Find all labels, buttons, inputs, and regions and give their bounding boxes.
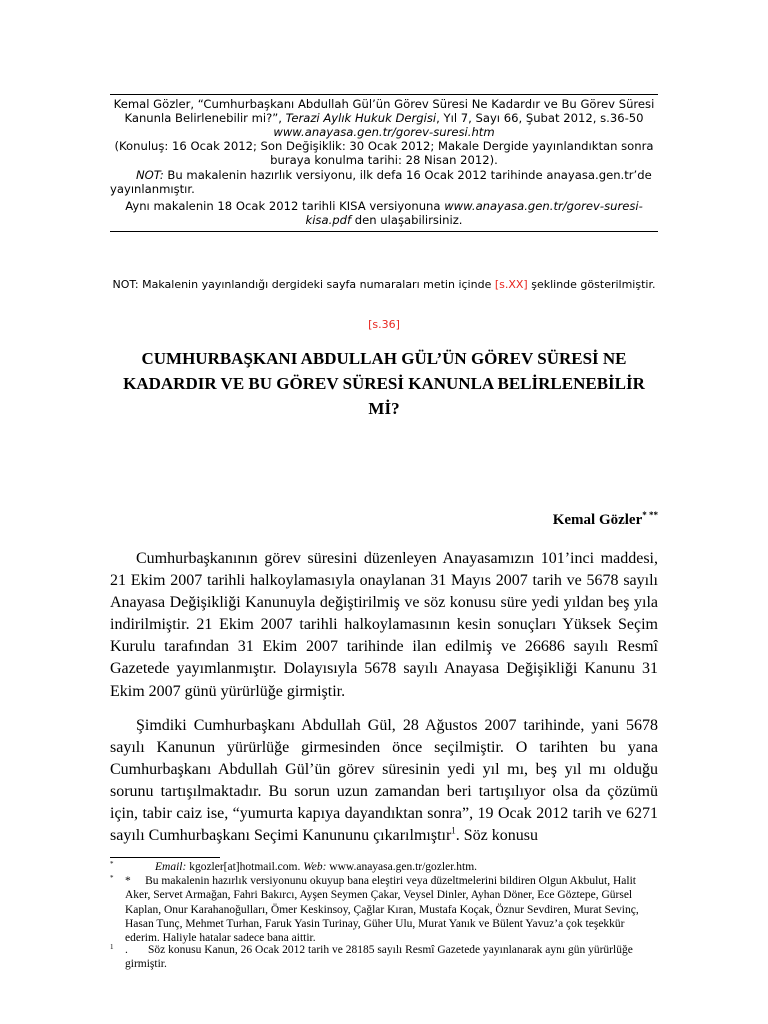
- draft-note-label: NOT:: [136, 168, 164, 182]
- short-version-link[interactable]: www.anayasa.gen.tr/gorev-suresi-kisa.pdf: [305, 199, 643, 227]
- citation-dates: (Konuluş: 16 Ocak 2012; Son Değişiklik: 30 Ocak 2012; Makale Dergide yayınlandıktan sonra buraya konulma tarihi: 28 Nisan 2012).: [114, 139, 654, 167]
- author-email[interactable]: kgozler[at]hotmail.com.: [189, 861, 301, 873]
- page-marker: [s.36]: [368, 318, 400, 331]
- article-url-link[interactable]: www.anayasa.gen.tr/gorev-suresi.htm: [273, 125, 495, 139]
- pagination-note-text: NOT: Makalenin yayınlandığı dergideki sayfa numaraları metin içinde: [112, 278, 492, 291]
- body-paragraph-2: [110, 715, 658, 853]
- footnote-text: [110, 874, 658, 945]
- author-footnote-marks: * **: [642, 510, 658, 520]
- citation-header: [110, 94, 658, 232]
- short-version-text: Aynı makalenin 18 Ocak 2012 tarihli KISA versiyonuna: [125, 199, 441, 213]
- citation-text: Kemal Gözler, “Cumhurbaşkanı Abdullah Gül’ün Görev Süresi Ne Kadardır ve Bu Görev Süresi Kanunla Belirlenebilir mi?”,: [113, 97, 655, 125]
- pagination-marker-example: [s.XX]: [494, 278, 528, 291]
- short-version-suffix: den ulaşabilirsiniz.: [354, 213, 463, 227]
- author-website-link[interactable]: www.anayasa.gen.tr/gozler.htm.: [329, 861, 478, 873]
- draft-note-text: Bu makalenin hazırlık versiyonu, ilk defa 16 Ocak 2012 tarihinde anayasa.gen.tr’de yayınlanmıştır.: [110, 168, 652, 196]
- footnote-body: Bu makalenin hazırlık versiyonunu okuyup bana eleştiri veya düzeltmelerini bildiren Olgun Akbulut, Halit Aker, Servet Armağan, Fahri Bakırcı, Ayşen Seymen Çakar, Veysel Dinler, Ayhan Döner, Ece Göztepe, Gürsel Kaplan, Onur Karahanoğulları, Ömer Keskinsoy, Çağlar Kıran, Mustafa Koçak, Öznur Sevdiren, Murat Sevinç, Hasan Tunç, Mehmet Turhan, Faruk Yasin Turinay, Güher Ulu, Murat Yanık ve Bülent Yavuz’a çok teşekkür ederim. Haliyle hatalar sadece bana aittir.: [125, 875, 639, 945]
- pagination-note: [110, 278, 658, 291]
- article-title: CUMHURBAŞKANI ABDULLAH GÜL’ÜN GÖREV SÜRESİ NE KADARDIR VE BU GÖREV SÜRESİ KANUNLA BELİRLENEBİLİR Mİ?: [123, 349, 645, 418]
- footnote-separator: [110, 857, 220, 858]
- footnote-text: [110, 860, 658, 874]
- body-paragraph-2-text: Şimdiki Cumhurbaşkanı Abdullah Gül, 28 Ağustos 2007 tarihinde, yani 5678 sayılı Kanunun yürürlüğe girmesinden önce seçilmiştir. O tarihten bu yana Cumhurbaşkanı Abdullah Gül’ün görev süresinin yedi yıl mı, beş yıl mı olduğu sorunu tartışılmaktadır. Bu sorun uzun zamandan beri tartışılıyor olsa da çözümü için, tabir caiz ise, “yumurta kapıya dayandıktan sonra”, 19 Ocak 2012 tarih ve 6271 sayılı Cumhurbaşkanı Seçimi Kanununu çıkarılmıştır: [110, 717, 658, 845]
- author-line: [110, 512, 658, 529]
- footnote-1: [110, 943, 658, 972]
- author-name: Kemal Gözler: [552, 512, 643, 528]
- footnote-body: Söz konusu Kanun, 26 Ocak 2012 tarih ve 28185 sayılı Resmî Gazetede yayınlanarak aynı gün yürürlüğe girmiştir.: [125, 944, 633, 971]
- footnote-prefix: .: [125, 944, 128, 956]
- footnote-mark: *: [110, 874, 114, 882]
- footnote-text: [110, 943, 658, 972]
- footnote-prefix: *: [125, 875, 131, 887]
- body-paragraph-2-tail: . Söz konusu: [455, 827, 539, 845]
- footnote-author-contact: [110, 860, 658, 874]
- pagination-note-suffix: şeklinde gösterilmiştir.: [531, 278, 656, 291]
- draft-note: [110, 168, 658, 196]
- short-version-note: [110, 199, 658, 227]
- body-paragraph-1: Cumhurbaşkanının görev süresini düzenleyen Anayasamızın 101’inci maddesi, 21 Ekim 2007 tarihli halkoylamasıyla onaylanan 31 Mayıs 2007 tarih ve 5678 sayılı Anayasa Değişikliği Kanunuyla değiştirilmiş ve söz konusu süre yedi yıldan beş yıla indirilmiştir. 21 Ekim 2007 tarihli halkoylamasının kesin sonuçları Yüksek Seçim Kurulu tarafından 31 Ekim 2007 tarihinde ilan edilmiş ve 26686 sayılı Resmî Gazetede yayımlanmıştır. Dolayısıyla 5678 sayılı Anayasa Değişikliği Kanunu 31 Ekim 2007 günü yürürlüğe girmiştir.: [110, 550, 658, 700]
- footnote-acknowledgements: [110, 874, 658, 945]
- footnote-mark: *: [110, 860, 114, 868]
- footnote-mark: 1: [110, 943, 114, 951]
- citation-line: [110, 97, 658, 139]
- citation-issue: , Yıl 7, Sayı 66, Şubat 2012, s.36-50: [436, 111, 644, 125]
- footnote-reference-1[interactable]: 1: [451, 826, 456, 837]
- journal-name: Terazi Aylık Hukuk Dergisi: [285, 111, 437, 125]
- web-label: Web:: [303, 861, 327, 873]
- email-label: Email:: [155, 861, 187, 873]
